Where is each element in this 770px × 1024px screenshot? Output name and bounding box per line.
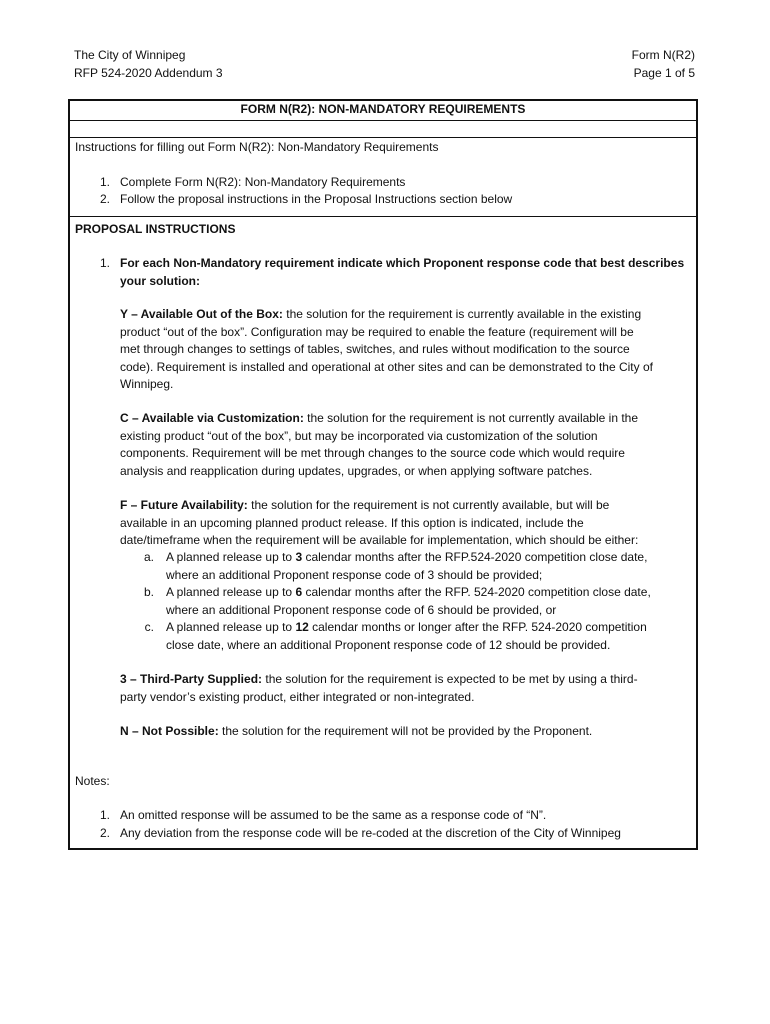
code-c-line: analysis and reapplication during updates, upgrades, or when applying software patches.: [120, 463, 593, 478]
step-number: 1.: [99, 175, 110, 189]
code-3-line: party vendor’s existing product, either integrated or non-integrated.: [120, 689, 475, 704]
code-3-label: 3 – Third-Party Supplied:: [120, 672, 263, 686]
code-f-line: date/timeframe when the requirement will be available for implementation, which should be either:: [120, 533, 639, 547]
code-y-line: code). Requirement is installed and operational at other sites and can be demonstrated to the City of: [120, 359, 653, 374]
code-c-label: C – Available via Customization:: [120, 411, 304, 425]
subitem-months: 6: [295, 585, 303, 599]
code-f-line: available in an upcoming planned product release. If this option is indicated, include the: [120, 515, 584, 530]
subitem-months: 3: [295, 550, 303, 564]
subitem-months: 12: [295, 620, 309, 634]
divider: [70, 216, 696, 217]
code-n-paragraph: [120, 723, 592, 741]
subitem-letter: b.: [143, 585, 154, 599]
code-y-text: the solution for the requirement is currently available in the existing: [282, 307, 642, 321]
code-c-line: components. Requirement will be met through changes to the source code which would require: [120, 446, 625, 460]
note-text: Any deviation from the response code will be re-coded at the discretion of the City of Winnipeg: [120, 826, 621, 840]
note-number: 1.: [99, 808, 110, 822]
subitem-letter: c.: [144, 620, 154, 634]
subitem-text: A planned release up to: [166, 620, 296, 634]
code-n-label: N – Not Possible:: [120, 724, 219, 738]
code-c-text: the solution for the requirement is not currently available in the: [303, 411, 639, 425]
code-f-label: F – Future Availability:: [120, 498, 248, 512]
code-c-line: existing product “out of the box”, but may be incorporated via customization of the solution: [120, 428, 598, 443]
code-3-paragraph: [120, 671, 638, 706]
proposal-item-text: [120, 255, 684, 290]
proposal-item-line: your solution:: [120, 273, 200, 288]
page-number: Page 1 of 5: [633, 65, 695, 80]
proposal-item-number: 1.: [99, 256, 110, 270]
code-y-paragraph: [120, 306, 653, 394]
org-name: The City of Winnipeg: [74, 48, 186, 62]
page-header-left: [74, 47, 223, 82]
step-text: Follow the proposal instructions in the Proposal Instructions section below: [120, 192, 513, 206]
subitem-text: calendar months after the RFP.524-2020 competition close date,: [302, 550, 648, 564]
subitem-text: calendar months after the RFP. 524-2020 competition close date,: [302, 585, 651, 599]
notes-heading: Notes:: [75, 774, 110, 788]
proposal-item-line: For each Non-Mandatory requirement indicate which Proponent response code that best describes: [120, 256, 685, 270]
page-header-right: [632, 47, 695, 82]
subitem-c: [166, 619, 647, 654]
code-y-line: met through changes to settings of tables, switches, and rules without modification to the source: [120, 342, 630, 356]
code-y-label: Y – Available Out of the Box:: [120, 307, 283, 321]
subitem-text: A planned release up to: [166, 550, 296, 564]
code-y-line: product “out of the box”. Configuration may be required to enable the feature (requirement will be: [120, 324, 634, 339]
subitem-text: calendar months or longer after the RFP. 524-2020 competition: [308, 620, 647, 634]
note-number: 2.: [99, 826, 110, 840]
subitem-text: where an additional Proponent response code of 3 should be provided;: [166, 567, 543, 582]
code-3-text: the solution for the requirement is expected to be met by using a third-: [262, 672, 638, 686]
step-text: Complete Form N(R2): Non-Mandatory Requirements: [120, 175, 406, 189]
divider: [70, 137, 696, 138]
subitem-text: A planned release up to: [166, 585, 296, 599]
proposal-heading: PROPOSAL INSTRUCTIONS: [75, 222, 236, 236]
subitem-letter: a.: [143, 550, 154, 564]
divider: [70, 120, 696, 121]
code-n-text: the solution for the requirement will not be provided by the Proponent.: [218, 724, 593, 738]
form-id: Form N(R2): [631, 48, 695, 62]
note-text: An omitted response will be assumed to be the same as a response code of “N”.: [120, 808, 547, 822]
code-y-line: Winnipeg.: [120, 377, 174, 391]
instructions-intro: Instructions for filling out Form N(R2): Non-Mandatory Requirements: [75, 140, 439, 154]
code-f-paragraph: [120, 497, 638, 550]
subitem-a: [166, 549, 647, 584]
form-title: FORM N(R2): NON-MANDATORY REQUIREMENTS: [240, 102, 526, 116]
code-c-paragraph: [120, 410, 638, 480]
rfp-reference: RFP 524-2020 Addendum 3: [74, 65, 223, 80]
subitem-b: [166, 584, 651, 619]
subitem-text: close date, where an additional Proponent response code of 12 should be provided.: [166, 637, 611, 652]
subitem-text: where an additional Proponent response code of 6 should be provided, or: [166, 602, 557, 617]
code-f-text: the solution for the requirement is not currently available, but will be: [247, 498, 610, 512]
step-number: 2.: [99, 192, 110, 206]
